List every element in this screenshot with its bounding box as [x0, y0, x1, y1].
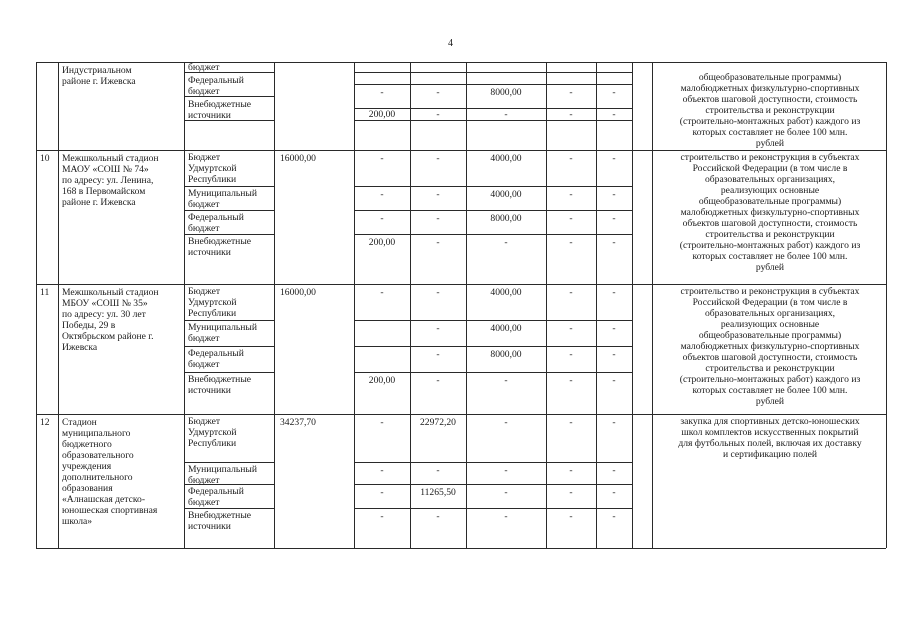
description-text: строительство и реконструкция в субъектах — [680, 286, 860, 297]
description-text: (строительно-монтажных работ) каждого из — [679, 240, 861, 251]
table-vline — [274, 62, 275, 548]
value-cell: - — [504, 487, 508, 498]
description-text: закупка для спортивных детско-юношеских — [680, 416, 860, 427]
description-text: малобюджетных физкультурно-спортивных — [680, 207, 860, 218]
value-cell: 8000,00 — [490, 349, 522, 360]
value-cell: - — [569, 87, 573, 98]
value-cell: - — [569, 349, 573, 360]
funding-source: Удмуртской — [188, 297, 237, 308]
value-subrow-line — [354, 234, 632, 235]
budget-table — [36, 62, 886, 548]
description-text: Российской Федерации (в том числе в — [692, 163, 848, 174]
value-subrow-line — [354, 210, 632, 211]
object-name: Октябрьском районе г. — [62, 331, 154, 342]
value-subrow-line — [354, 508, 632, 509]
funding-source: бюджет — [188, 199, 220, 210]
funding-source: Республики — [188, 438, 237, 449]
description-text: объектов шаговой доступности, стоимость — [682, 218, 858, 229]
value-cell: - — [436, 87, 440, 98]
funding-source: Республики — [188, 308, 237, 319]
value-col-line — [596, 414, 597, 548]
funding-source: Муниципальный — [188, 322, 257, 333]
description-text: которых составляет не более 100 млн. — [692, 127, 848, 138]
table-vline — [58, 62, 59, 548]
description-text: объектов шаговой доступности, стоимость — [682, 94, 858, 105]
value-col-line — [546, 62, 547, 150]
funding-source: Республики — [188, 174, 237, 185]
value-cell: - — [612, 487, 616, 498]
funding-source: бюджет — [188, 333, 220, 344]
subrow-line — [184, 186, 274, 187]
value-subrow-line — [354, 72, 632, 73]
subrow-line — [184, 320, 274, 321]
object-name: «Алнашская детско- — [62, 494, 146, 505]
description-text: малобюджетных физкультурно-спортивных — [680, 83, 860, 94]
value-subrow-line — [354, 84, 632, 85]
desc-col-line — [652, 150, 653, 284]
object-name: Победы, 29 в — [62, 320, 116, 331]
value-cell: - — [569, 323, 573, 334]
funding-source: Бюджет — [188, 416, 221, 427]
funding-source: Внебюджетные — [188, 236, 252, 247]
value-subrow-line — [354, 346, 632, 347]
value-cell: - — [380, 87, 384, 98]
funding-source: источники — [188, 247, 231, 258]
subrow-line — [184, 372, 274, 373]
object-name: Стадион — [62, 417, 97, 428]
value-cell: - — [436, 153, 440, 164]
value-col-line — [632, 284, 633, 414]
value-col-line — [466, 414, 467, 548]
funding-source: Федеральный — [188, 75, 244, 86]
value-cell: - — [612, 417, 616, 428]
object-name: МБОУ «СОШ № 35» — [62, 298, 148, 309]
description-text: строительства и реконструкции — [705, 105, 835, 116]
value-cell: - — [612, 237, 616, 248]
value-cell: - — [504, 417, 508, 428]
value-cell: - — [380, 213, 384, 224]
funding-source: Федеральный — [188, 486, 244, 497]
description-text: и сертификацию полей — [722, 449, 818, 460]
value-col-line — [466, 62, 467, 150]
value-cell: - — [504, 511, 508, 522]
value-cell: - — [380, 511, 384, 522]
object-name: Межшкольный стадион — [62, 153, 159, 164]
value-cell: 22972,20 — [420, 417, 456, 428]
value-cell: - — [612, 323, 616, 334]
funding-source: бюджет — [188, 475, 220, 486]
object-name: по адресу: ул. 30 лет — [62, 309, 146, 320]
description-text: образовательных организациях, — [704, 174, 836, 185]
object-name: муниципального — [62, 428, 131, 439]
value-subrow-line — [354, 150, 632, 151]
value-cell: - — [569, 109, 573, 120]
page-number: 4 — [448, 38, 453, 49]
value-cell: 200,00 — [368, 237, 396, 248]
total-cost: 16000,00 — [280, 153, 316, 164]
value-subrow-line — [354, 186, 632, 187]
value-cell: - — [569, 153, 573, 164]
value-cell: - — [569, 287, 573, 298]
description-text: реализующих основные — [720, 319, 820, 330]
value-cell: - — [612, 109, 616, 120]
row-separator — [36, 62, 886, 63]
value-cell: - — [612, 465, 616, 476]
table-vline — [184, 62, 185, 548]
object-name: районе г. Ижевска — [62, 197, 136, 208]
value-subrow-line — [354, 320, 632, 321]
object-name: Ижевска — [62, 342, 98, 353]
funding-source: бюджет — [188, 86, 220, 97]
funding-source: источники — [188, 110, 231, 121]
value-cell: - — [569, 213, 573, 224]
row-number: 10 — [40, 153, 50, 164]
value-cell: 8000,00 — [490, 213, 522, 224]
value-cell: - — [380, 189, 384, 200]
value-col-line — [632, 150, 633, 284]
description-text: общеобразовательные программы) — [698, 330, 842, 341]
desc-col-line — [652, 414, 653, 548]
value-cell: - — [569, 237, 573, 248]
table-vline — [886, 62, 887, 548]
value-cell: - — [380, 465, 384, 476]
value-col-line — [410, 414, 411, 548]
description-text: школ комплектов искусственных покрытий — [681, 427, 859, 438]
object-name: бюджетного — [62, 439, 112, 450]
value-cell: - — [569, 375, 573, 386]
value-subrow-line — [354, 372, 632, 373]
value-subrow-line — [354, 414, 632, 415]
value-cell: - — [436, 189, 440, 200]
value-cell: - — [569, 487, 573, 498]
value-cell: 4000,00 — [490, 287, 522, 298]
value-subrow-line — [354, 484, 632, 485]
value-cell: - — [436, 287, 440, 298]
description-text: общеобразовательные программы) — [698, 72, 842, 83]
funding-source: Удмуртской — [188, 427, 237, 438]
value-cell: - — [436, 511, 440, 522]
subrow-line — [184, 462, 274, 463]
value-cell: - — [612, 349, 616, 360]
object-name: МАОУ «СОШ № 74» — [62, 164, 149, 175]
value-cell: - — [504, 465, 508, 476]
table-bottom-border — [36, 548, 886, 549]
description-text: (строительно-монтажных работ) каждого из — [679, 116, 861, 127]
value-cell: - — [612, 213, 616, 224]
funding-source: Бюджет — [188, 152, 221, 163]
desc-col-line — [652, 62, 653, 150]
funding-source: источники — [188, 521, 231, 532]
value-cell: - — [504, 375, 508, 386]
funding-source: Муниципальный — [188, 464, 257, 475]
description-text: Российской Федерации (в том числе в — [692, 297, 848, 308]
description-text: для футбольных полей, включая их доставку — [678, 438, 862, 449]
total-cost: 34237,70 — [280, 417, 316, 428]
value-subrow-line — [354, 120, 632, 121]
value-cell: - — [436, 349, 440, 360]
value-cell: 8000,00 — [490, 87, 522, 98]
value-cell: - — [436, 375, 440, 386]
funding-source: бюджет — [188, 62, 220, 73]
description-text: (строительно-монтажных работ) каждого из — [679, 374, 861, 385]
funding-source: Федеральный — [188, 348, 244, 359]
object-name: образовательного — [62, 450, 134, 461]
value-cell: - — [380, 287, 384, 298]
value-cell: - — [380, 153, 384, 164]
total-cost: 16000,00 — [280, 287, 316, 298]
value-cell: - — [380, 417, 384, 428]
value-cell: - — [612, 511, 616, 522]
value-cell: - — [612, 189, 616, 200]
description-text: рублей — [755, 262, 785, 273]
funding-source: Федеральный — [188, 212, 244, 223]
object-name: школа» — [62, 516, 93, 527]
value-cell: - — [612, 153, 616, 164]
value-cell: - — [436, 213, 440, 224]
subrow-line — [184, 234, 274, 235]
object-name: районе г. Ижевска — [62, 76, 136, 87]
value-col-line — [632, 62, 633, 150]
value-cell: - — [569, 417, 573, 428]
description-text: рублей — [755, 396, 785, 407]
funding-source: бюджет — [188, 359, 220, 370]
description-text: строительства и реконструкции — [705, 363, 835, 374]
value-cell: - — [504, 109, 508, 120]
value-cell: - — [436, 465, 440, 476]
funding-source: источники — [188, 385, 231, 396]
value-cell: - — [612, 375, 616, 386]
funding-source: Внебюджетные — [188, 374, 252, 385]
description-text: реализующих основные — [720, 185, 820, 196]
value-cell: - — [380, 487, 384, 498]
subrow-line — [184, 508, 274, 509]
value-cell: 200,00 — [368, 375, 396, 386]
object-name: учреждения — [62, 461, 112, 472]
description-text: которых составляет не более 100 млн. — [692, 251, 848, 262]
value-cell: - — [569, 511, 573, 522]
table-vline — [36, 62, 37, 548]
object-name: дополнительного — [62, 472, 133, 483]
value-subrow-line — [354, 462, 632, 463]
funding-source: Внебюджетные — [188, 99, 252, 110]
object-name: Индустриальном — [62, 65, 132, 76]
description-text: которых составляет не более 100 млн. — [692, 385, 848, 396]
funding-source: Бюджет — [188, 286, 221, 297]
object-name: Межшкольный стадион — [62, 287, 159, 298]
value-cell: 4000,00 — [490, 323, 522, 334]
value-col-line — [410, 62, 411, 150]
value-cell: - — [612, 87, 616, 98]
value-cell: 4000,00 — [490, 189, 522, 200]
funding-source: бюджет — [188, 223, 220, 234]
description-text: общеобразовательные программы) — [698, 196, 842, 207]
object-name: по адресу: ул. Ленина, — [62, 175, 154, 186]
object-name: 168 в Первомайском — [62, 186, 146, 197]
description-text: строительство и реконструкция в субъектах — [680, 152, 860, 163]
value-cell: - — [569, 465, 573, 476]
description-text: строительства и реконструкции — [705, 229, 835, 240]
value-cell: 200,00 — [368, 109, 396, 120]
subrow-line — [184, 346, 274, 347]
funding-source: Удмуртской — [188, 163, 237, 174]
object-name: образования — [62, 483, 113, 494]
description-text: рублей — [755, 138, 785, 149]
row-number: 11 — [40, 287, 50, 298]
object-name: юношеская спортивная — [62, 505, 158, 516]
value-cell: 4000,00 — [490, 153, 522, 164]
description-text: объектов шаговой доступности, стоимость — [682, 352, 858, 363]
funding-source: бюджет — [188, 497, 220, 508]
value-subrow-line — [354, 284, 632, 285]
value-cell: - — [612, 287, 616, 298]
value-cell: - — [569, 189, 573, 200]
value-cell: - — [504, 237, 508, 248]
value-col-line — [546, 414, 547, 548]
description-text: малобюджетных физкультурно-спортивных — [680, 341, 860, 352]
row-number: 12 — [40, 417, 50, 428]
desc-col-line — [652, 284, 653, 414]
description-text: образовательных организациях, — [704, 308, 836, 319]
value-cell: - — [436, 109, 440, 120]
value-col-line — [596, 62, 597, 150]
value-cell: - — [436, 237, 440, 248]
value-col-line — [632, 414, 633, 548]
value-cell: - — [436, 323, 440, 334]
funding-source: Внебюджетные — [188, 510, 252, 521]
subrow-line — [184, 210, 274, 211]
value-cell: 11265,50 — [420, 487, 456, 498]
funding-source: Муниципальный — [188, 188, 257, 199]
